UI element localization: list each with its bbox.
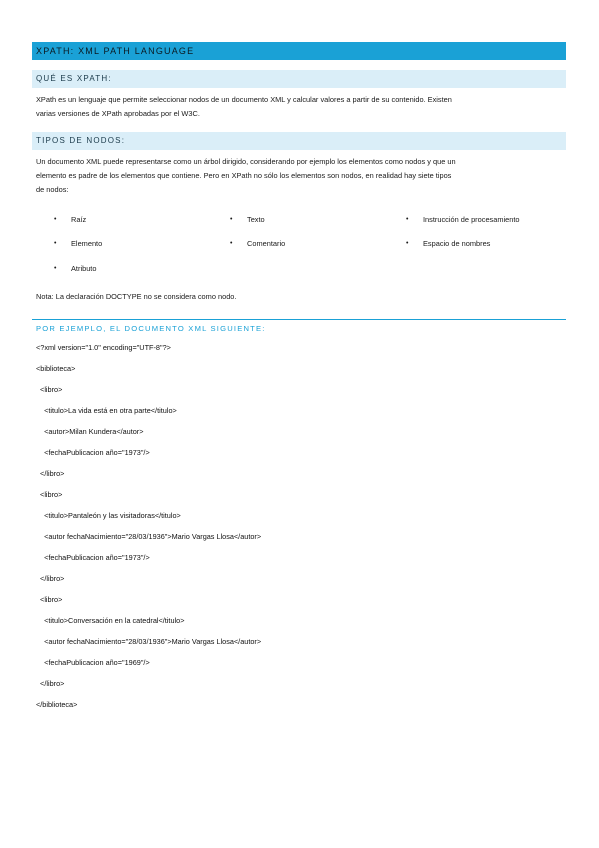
node-type-label: Texto [247,215,265,224]
section2-line-2: elemento es padre de los elementos que contiene. Pero en XPath no sólo los elementos son nodos, en realidad hay siete tipos [36,171,452,180]
section1-paragraph [36,93,564,121]
section-heading-que-es-xpath: QUÉ ES XPATH: [32,70,566,88]
node-type-label: Espacio de nombres [423,239,491,248]
code-line: <autor fechaNacimiento="28/03/1936">Mario Vargas Llosa</autor> [36,637,262,646]
code-line: <autor fechaNacimiento="28/03/1936">Mario Vargas Llosa</autor> [36,532,262,541]
code-line: </libro> [36,469,65,478]
code-line: <libro> [36,595,63,604]
code-line: <titulo>Conversación en la catedral</titulo> [36,616,185,625]
bullet-icon: • [230,240,233,247]
section2-line-1: Un documento XML puede representarse como un árbol dirigido, considerando por ejemplo los elementos como nodos y que un [36,157,456,166]
bullet-icon: • [54,240,57,247]
code-line: </libro> [36,679,65,688]
node-type-label: Comentario [247,239,286,248]
document-title-banner: XPATH: XML PATH LANGUAGE [32,42,566,60]
bullet-icon: • [406,216,409,223]
node-type-label: Atributo [71,264,97,273]
code-line: <fechaPublicacion año="1973"/> [36,448,150,457]
code-line: <biblioteca> [36,364,76,373]
bullet-icon: • [406,240,409,247]
section-heading-tipos-de-nodos: TIPOS DE NODOS: [32,132,566,150]
code-line: <?xml version="1.0" encoding="UTF-8"?> [36,343,171,352]
code-line: <libro> [36,490,63,499]
bullet-icon: • [54,265,57,272]
section1-line-1: XPath es un lenguaje que permite seleccionar nodos de un documento XML y calcular valores a partir de su contenido. Existen [36,95,452,104]
node-type-label: Elemento [71,239,103,248]
code-line: <titulo>La vida está en otra parte</titulo> [36,406,177,415]
node-type-label: Raíz [71,215,87,224]
code-line: </biblioteca> [36,700,78,709]
section-heading-ejemplo: POR EJEMPLO, EL DOCUMENTO XML SIGUIENTE: [36,324,266,333]
section2-paragraph [36,155,564,197]
code-line: <fechaPublicacion año="1969"/> [36,658,150,667]
bullet-icon: • [54,216,57,223]
code-line: <titulo>Pantaleón y las visitadoras</titulo> [36,511,181,520]
doctype-note: Nota: La declaración DOCTYPE no se considera como nodo. [36,292,237,301]
section-divider [32,319,566,320]
node-type-label: Instrucción de procesamiento [423,215,520,224]
section2-line-3: de nodos: [36,185,69,194]
code-line: </libro> [36,574,65,583]
code-line: <autor>Milan Kundera</autor> [36,427,144,436]
code-line: <libro> [36,385,63,394]
section1-line-2: varias versiones de XPath aprobadas por el W3C. [36,109,200,118]
bullet-icon: • [230,216,233,223]
code-line: <fechaPublicacion año="1973"/> [36,553,150,562]
